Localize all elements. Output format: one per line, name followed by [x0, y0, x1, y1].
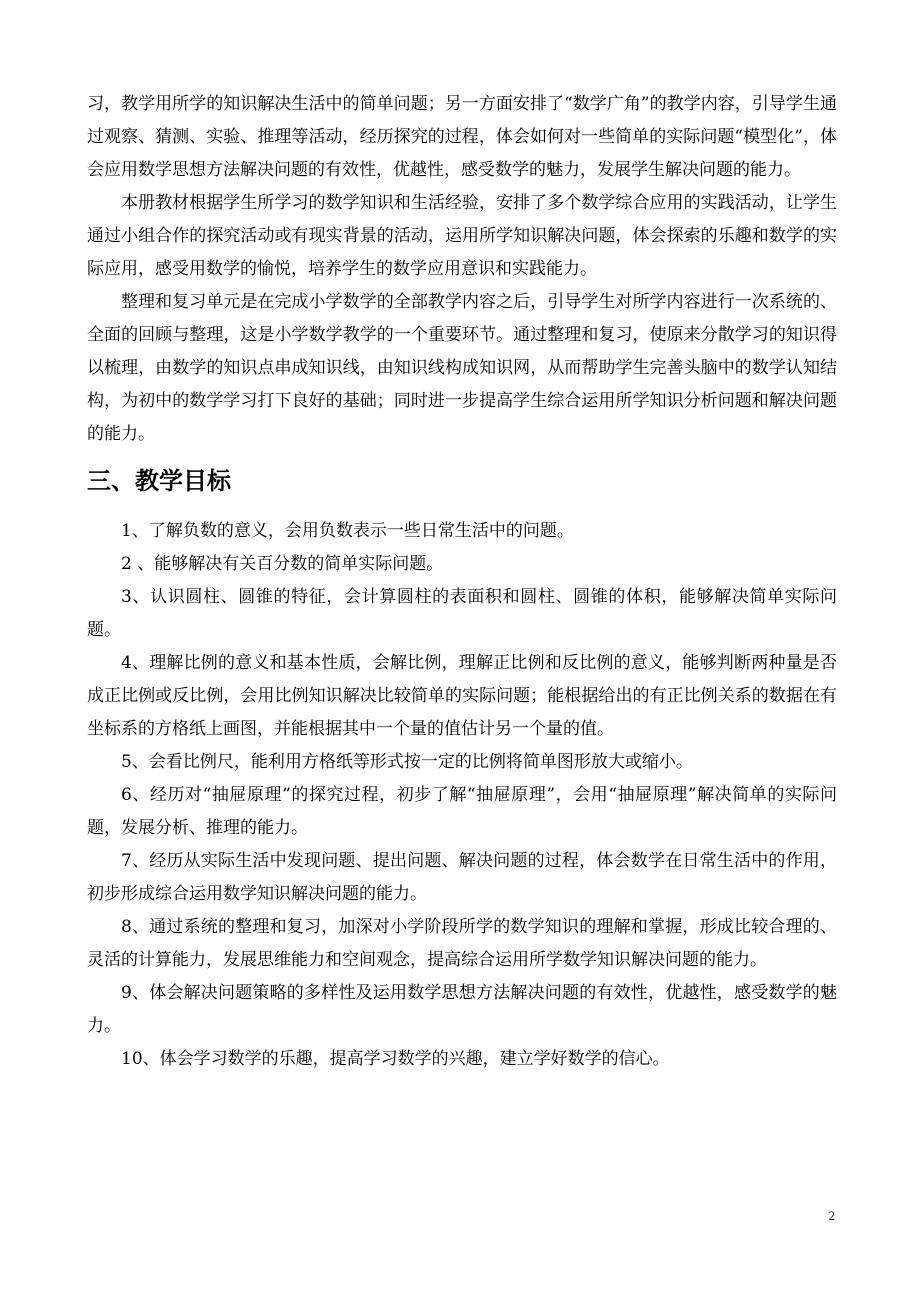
goal-item: 8、通过系统的整理和复习，加深对小学阶段所学的数学知识的理解和掌握，形成比较合理的、灵活的计算能力，发展思维能力和空间观念，提高综合运用所学数学知识解决问题的能力。: [87, 917, 837, 970]
document-body: [87, 88, 837, 1076]
goal-item: 2 、能够解决有关百分数的简单实际问题。: [121, 554, 444, 574]
page-number: 2: [828, 1208, 835, 1223]
goal-item: 9、体会解决问题策略的多样性及运用数学思想方法解决问题的有效性，优越性，感受数学的魅力。: [87, 983, 837, 1036]
goals-list: [87, 515, 837, 1076]
section-title: 三、教学目标: [87, 467, 231, 495]
goal-item: 5、会看比例尺，能利用方格纸等形式按一定的比例将简单图形放大或缩小。: [121, 752, 693, 772]
intro-paragraph-2: 本册教材根据学生所学习的数学知识和生活经验，安排了多个数学综合应用的实践活动，让学生通过小组合作的探究活动或有现实背景的活动，运用所学知识解决问题，体会探索的乐趣和数学的实际应用，感受用数学的愉悦，培养学生的数学应用意识和实践能力。: [87, 193, 837, 279]
goal-item: 7、经历从实际生活中发现问题、提出问题、解决问题的过程，体会数学在日常生活中的作用，初步形成综合运用数学知识解决问题的能力。: [87, 851, 837, 904]
goal-item: 6、经历对“抽屉原理”的探究过程，初步了解“抽屉原理”，会用“抽屉原理”解决简单的实际问题，发展分析、推理的能力。: [87, 785, 837, 838]
goal-item: 10、体会学习数学的乐趣，提高学习数学的兴趣，建立学好数学的信心。: [121, 1049, 670, 1069]
goal-item: 3、认识圆柱、圆锥的特征，会计算圆柱的表面积和圆柱、圆锥的体积，能够解决简单实际问题。: [87, 587, 837, 640]
goal-item: 1、了解负数的意义，会用负数表示一些日常生活中的问题。: [121, 521, 574, 541]
intro-paragraph-3: 整理和复习单元是在完成小学数学的全部教学内容之后，引导学生对所学内容进行一次系统的、全面的回顾与整理，这是小学数学教学的一个重要环节。通过整理和复习，使原来分散学习的知识得以梳理，由数学的知识点串成知识线，由知识线构成知识网，从而帮助学生完善头脑中的数学认知结构，为初中的数学学习打下良好的基础；同时进一步提高学生综合运用所学知识分析问题和解决问题的能力。: [87, 292, 837, 444]
goal-item: 4、理解比例的意义和基本性质，会解比例，理解正比例和反比例的意义，能够判断两种量是否成正比例或反比例，会用比例知识解决比较简单的实际问题；能根据给出的有正比例关系的数据在有坐标系的方格纸上画图，并能根据其中一个量的值估计另一个量的值。: [87, 653, 837, 739]
intro-paragraph-1: 习，教学用所学的知识解决生活中的简单问题；另一方面安排了“数学广角”的教学内容，引导学生通过观察、猜测、实验、推理等活动，经历探究的过程，体会如何对一些简单的实际问题“模型化”，体会应用数学思想方法解决问题的有效性，优越性，感受数学的魅力，发展学生解决问题的能力。: [87, 94, 837, 180]
